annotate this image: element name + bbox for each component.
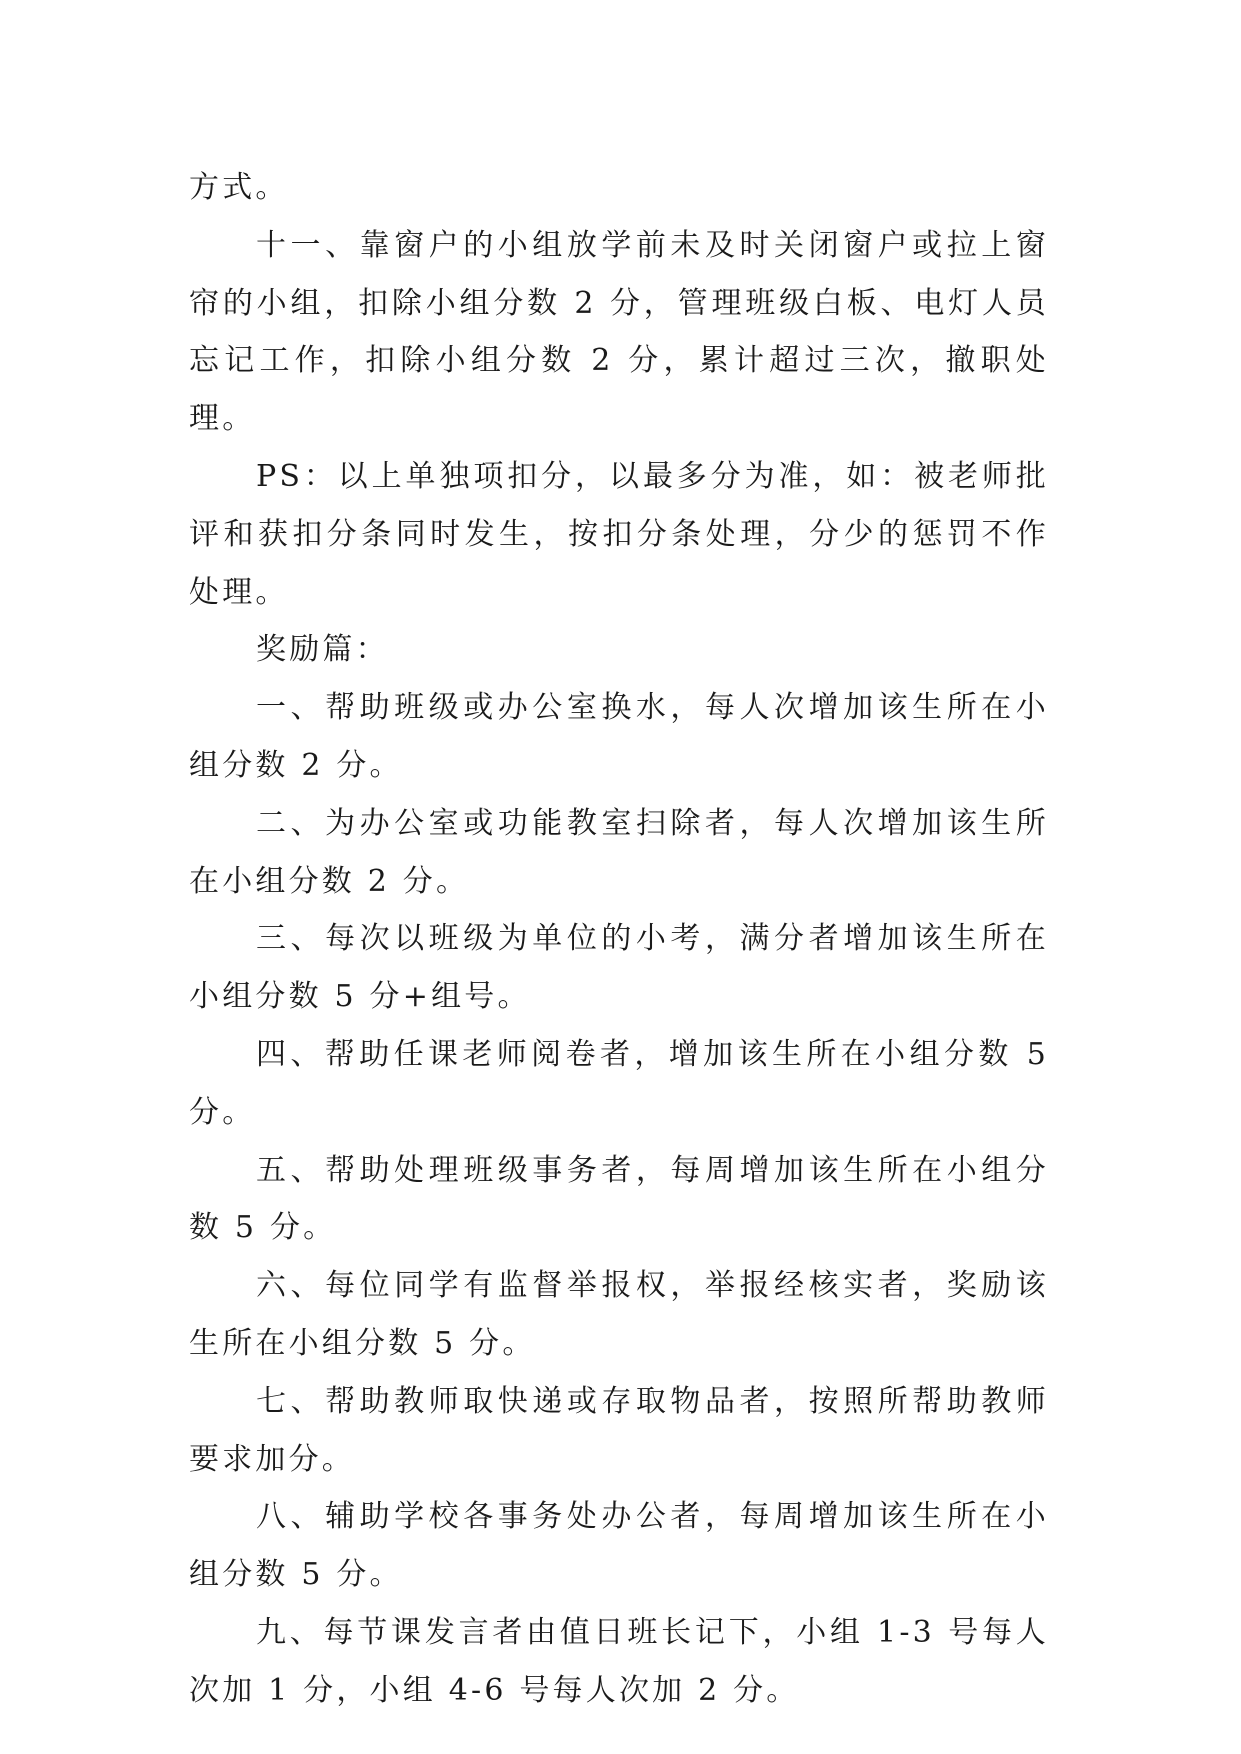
paragraph-reward-3: 三、每次以班级为单位的小考，满分者增加该生所在小组分数 5 分+组号。 bbox=[189, 921, 1049, 1015]
paragraph-reward-4: 四、帮助任课老师阅卷者，增加该生所在小组分数 5 分。 bbox=[189, 1036, 1049, 1130]
paragraph-reward-7: 七、帮助教师取快递或存取物品者，按照所帮助教师要求加分。 bbox=[189, 1383, 1049, 1477]
paragraph-reward-1: 一、帮助班级或办公室换水，每人次增加该生所在小组分数 2 分。 bbox=[189, 690, 1049, 783]
paragraph-reward-8: 八、辅助学校各事务处办公者，每周增加该生所在小组分数 5 分。 bbox=[189, 1499, 1049, 1593]
section-heading-rewards: 奖励篇： bbox=[256, 632, 389, 668]
paragraph-reward-5: 五、帮助处理班级事务者，每周增加该生所在小组分数 5 分。 bbox=[189, 1152, 1049, 1246]
paragraph-reward-9: 九、每节课发言者由值日班长记下，小组 1-3 号每人次加 1 分，小组 4-6 号每人次加 2 分。 bbox=[189, 1614, 1049, 1708]
paragraph-ps-note: PS：以上单独项扣分，以最多分为准，如：被老师批评和获扣分条同时发生，按扣分条处理，分少的惩罚不作处理。 bbox=[189, 458, 1049, 610]
paragraph-reward-2: 二、为办公室或功能教室扫除者，每人次增加该生所在小组分数 2 分。 bbox=[189, 805, 1049, 899]
paragraph-reward-6: 六、每位同学有监督举报权，举报经核实者，奖励该生所在小组分数 5 分。 bbox=[189, 1268, 1049, 1361]
paragraph-rule-11: 十一、靠窗户的小组放学前未及时关闭窗户或拉上窗帘的小组，扣除小组分数 2 分，管理班级白板、电灯人员忘记工作，扣除小组分数 2 分，累计超过三次，撤职处理。 bbox=[189, 227, 1049, 437]
document-body bbox=[189, 159, 1049, 1720]
paragraph-continued: 方式。 bbox=[189, 170, 289, 205]
